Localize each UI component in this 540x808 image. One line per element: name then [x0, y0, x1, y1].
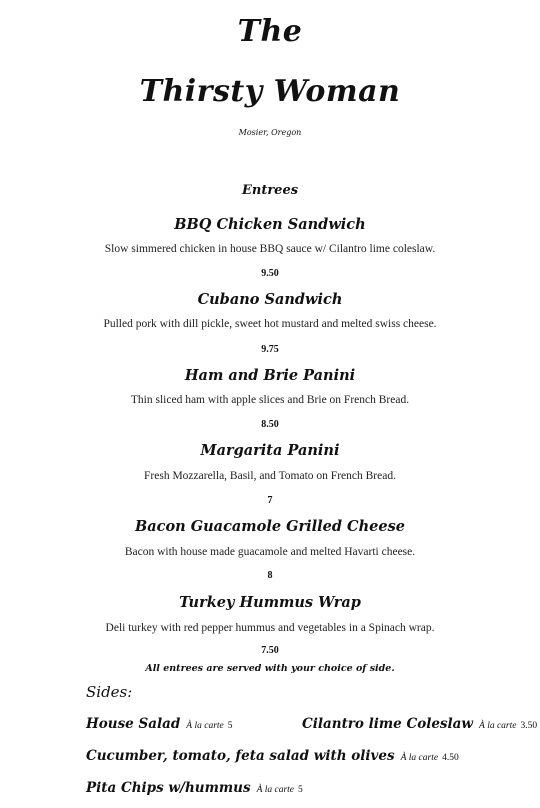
entree-price: 7	[267, 495, 273, 506]
sides-heading: Sides:	[86, 683, 133, 701]
restaurant-title-line-2: Thirsty Woman	[139, 74, 401, 109]
side-item	[302, 713, 537, 732]
entree-price: 8.50	[261, 419, 279, 430]
entree-description: Thin sliced ham with apple slices and Brie on French Bread.	[130, 394, 410, 406]
entree-description: Slow simmered chicken in house BBQ sauce w/ Cilantro lime coleslaw.	[104, 243, 436, 255]
side-item	[86, 713, 233, 732]
entree-name: Ham and Brie Panini	[184, 367, 356, 384]
entree-description: Fresh Mozzarella, Basil, and Tomato on French Bread.	[144, 470, 396, 482]
side-label: À la carte	[186, 721, 224, 731]
side-price: 5	[298, 785, 303, 795]
side-item	[86, 745, 459, 764]
entree-name: Bacon Guacamole Grilled Cheese	[135, 518, 405, 535]
entree-price: 7.50	[261, 645, 279, 656]
restaurant-location: Mosier, Oregon	[238, 128, 302, 137]
side-label: À la carte	[400, 753, 439, 763]
entree-price: 9.50	[261, 268, 279, 279]
restaurant-title-line-1: The	[237, 14, 303, 49]
entree-name: Cubano Sandwich	[197, 291, 343, 308]
side-price: 4.50	[442, 753, 459, 763]
side-label: À la carte	[479, 721, 517, 731]
entree-name: BBQ Chicken Sandwich	[174, 216, 366, 233]
entree-description: Pulled pork with dill pickle, sweet hot mustard and melted swiss cheese.	[103, 318, 437, 330]
side-name: House Salad	[86, 716, 181, 732]
side-name: Cilantro lime Coleslaw	[302, 716, 474, 732]
entree-description: Bacon with house made guacamole and melted Havarti cheese.	[124, 546, 416, 558]
side-item	[86, 777, 303, 796]
entrees-note: All entrees are served with your choice of side.	[145, 663, 395, 674]
side-price: 3.50	[520, 721, 538, 731]
entrees-heading: Entrees	[241, 183, 299, 198]
entree-name: Turkey Hummus Wrap	[179, 594, 361, 611]
entree-name: Margarita Panini	[200, 442, 340, 459]
side-label: À la carte	[256, 785, 295, 795]
entree-description: Deli turkey with red pepper hummus and vegetables in a Spinach wrap.	[105, 622, 435, 634]
side-name: Cucumber, tomato, feta salad with olives	[86, 748, 395, 764]
side-name: Pita Chips w/hummus	[86, 780, 251, 796]
entree-price: 9.75	[261, 344, 279, 355]
side-price: 5	[227, 721, 233, 731]
entree-price: 8	[267, 570, 273, 581]
